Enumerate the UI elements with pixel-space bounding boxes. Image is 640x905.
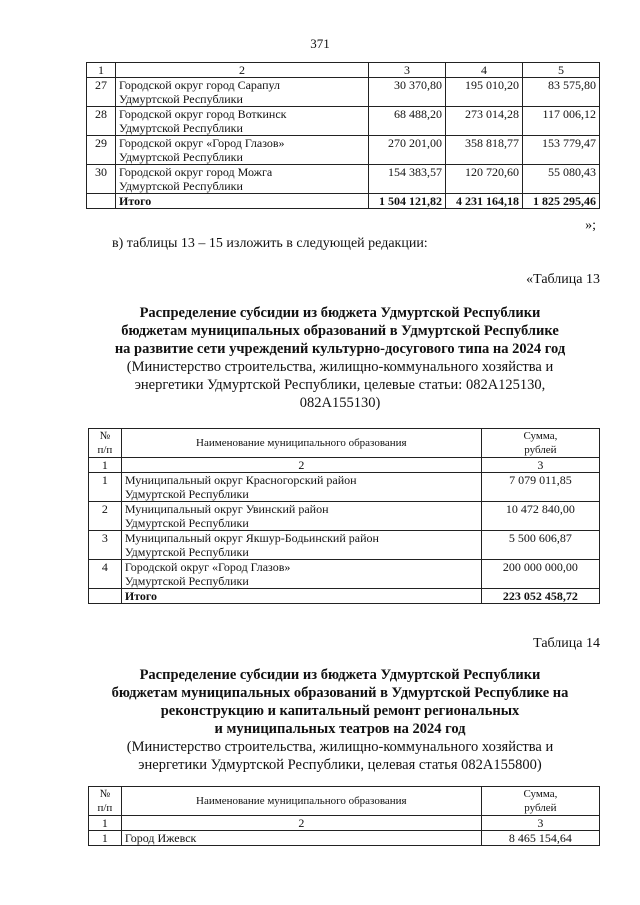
header-sum-cell: Сумма, рублей: [481, 787, 599, 816]
table-row: [87, 165, 600, 194]
header-number-cell: № п/п: [89, 429, 122, 458]
value-cell: 153 779,47: [523, 136, 600, 165]
sum-cell: 10 472 840,00: [481, 502, 599, 531]
header-cell: 5: [523, 63, 600, 78]
table14: [88, 786, 600, 846]
table13-title: [60, 304, 620, 412]
table14-label: Таблица 14: [533, 636, 600, 651]
total-row: [87, 194, 600, 209]
total-row: [89, 589, 600, 604]
table-row: [89, 502, 600, 531]
municipality-name: Городской округ город Можга Удмуртской Республики: [116, 165, 369, 194]
header-number-cell: № п/п: [89, 787, 122, 816]
header-name-cell: Наименование муниципального образования: [121, 429, 481, 458]
municipality-name: Городской округ «Город Глазов» Удмуртской Республики: [121, 560, 481, 589]
row-number: 30: [87, 165, 116, 194]
previous-table: [86, 62, 600, 209]
total-value: 1 825 295,46: [523, 194, 600, 209]
amendment-text: в) таблицы 13 – 15 изложить в следующей редакции:: [112, 236, 428, 251]
empty-cell: [87, 194, 116, 209]
row-number: 1: [89, 831, 122, 846]
row-number: 27: [87, 78, 116, 107]
value-cell: 273 014,28: [446, 107, 523, 136]
row-number: 2: [89, 502, 122, 531]
value-cell: 270 201,00: [369, 136, 446, 165]
title-line: Распределение субсидии из бюджета Удмуртской Республики: [139, 667, 541, 683]
municipality-name: Городской округ город Воткинск Удмуртской Республики: [116, 107, 369, 136]
table13-label: «Таблица 13: [526, 272, 600, 287]
table-row: [87, 107, 600, 136]
total-label: Итого: [116, 194, 369, 209]
table-row: [87, 136, 600, 165]
table-row: [89, 531, 600, 560]
value-cell: 30 370,80: [369, 78, 446, 107]
row-number: 29: [87, 136, 116, 165]
value-cell: 117 006,12: [523, 107, 600, 136]
empty-cell: [89, 589, 122, 604]
value-cell: 120 720,60: [446, 165, 523, 194]
sum-cell: 7 079 011,85: [481, 473, 599, 502]
header-cell: 1: [87, 63, 116, 78]
row-number: 3: [89, 531, 122, 560]
table-header-row: [89, 787, 600, 816]
table-header-row: [87, 63, 600, 78]
column-number: 1: [89, 816, 122, 831]
municipality-name: Муниципальный округ Красногорский район Удмуртской Республики: [121, 473, 481, 502]
title-line: бюджетам муниципальных образований в Удмуртской Республике: [121, 323, 559, 339]
column-number: 3: [481, 816, 599, 831]
municipality-name: Город Ижевск: [121, 831, 481, 846]
total-value: 4 231 164,18: [446, 194, 523, 209]
header-cell: 3: [369, 63, 446, 78]
table13: [88, 428, 600, 604]
municipality-name: Городской округ «Город Глазов» Удмуртской Республики: [116, 136, 369, 165]
value-cell: 154 383,57: [369, 165, 446, 194]
subtitle-line: 082А155130): [299, 395, 381, 411]
row-number: 1: [89, 473, 122, 502]
column-number: 1: [89, 458, 122, 473]
page-number: 371: [310, 36, 330, 51]
row-number: 28: [87, 107, 116, 136]
value-cell: 195 010,20: [446, 78, 523, 107]
sum-cell: 200 000 000,00: [481, 560, 599, 589]
sum-cell: 8 465 154,64: [481, 831, 599, 846]
subtitle-line: (Министерство строительства, жилищно-коммунального хозяйства и: [126, 739, 554, 755]
municipality-name: Городской округ город Сарапул Удмуртской Республики: [116, 78, 369, 107]
total-sum: 223 052 458,72: [481, 589, 599, 604]
subtitle-line: (Министерство строительства, жилищно-коммунального хозяйства и: [126, 359, 554, 375]
row-number: 4: [89, 560, 122, 589]
value-cell: 83 575,80: [523, 78, 600, 107]
column-number-row: [89, 816, 600, 831]
table-row: [89, 473, 600, 502]
value-cell: 68 488,20: [369, 107, 446, 136]
column-number-row: [89, 458, 600, 473]
table-row: [89, 831, 600, 846]
municipality-name: Муниципальный округ Увинский район Удмуртской Республики: [121, 502, 481, 531]
title-line: и муниципальных театров на 2024 год: [214, 721, 466, 737]
subtitle-line: энергетики Удмуртской Республики, целевая статья 082А155800): [138, 757, 542, 773]
header-cell: 2: [116, 63, 369, 78]
value-cell: 358 818,77: [446, 136, 523, 165]
table14-title: [60, 666, 620, 774]
total-label: Итого: [121, 589, 481, 604]
column-number: 2: [121, 816, 481, 831]
column-number: 2: [121, 458, 481, 473]
header-cell: 4: [446, 63, 523, 78]
subtitle-line: энергетики Удмуртской Республики, целевые статьи: 082А125130,: [134, 377, 546, 393]
table-row: [87, 78, 600, 107]
header-sum-cell: Сумма, рублей: [481, 429, 599, 458]
sum-cell: 5 500 606,87: [481, 531, 599, 560]
municipality-name: Муниципальный округ Якшур-Бодьинский район Удмуртской Республики: [121, 531, 481, 560]
header-name-cell: Наименование муниципального образования: [121, 787, 481, 816]
title-line: реконструкцию и капитальный ремонт региональных: [160, 703, 520, 719]
value-cell: 55 080,43: [523, 165, 600, 194]
table-row: [89, 560, 600, 589]
title-line: на развитие сети учреждений культурно-досугового типа на 2024 год: [114, 341, 566, 357]
table-header-row: [89, 429, 600, 458]
column-number: 3: [481, 458, 599, 473]
title-line: бюджетам муниципальных образований в Удмуртской Республике на: [111, 685, 569, 701]
closing-quote: »;: [585, 218, 596, 233]
total-value: 1 504 121,82: [369, 194, 446, 209]
title-line: Распределение субсидии из бюджета Удмуртской Республики: [139, 305, 541, 321]
